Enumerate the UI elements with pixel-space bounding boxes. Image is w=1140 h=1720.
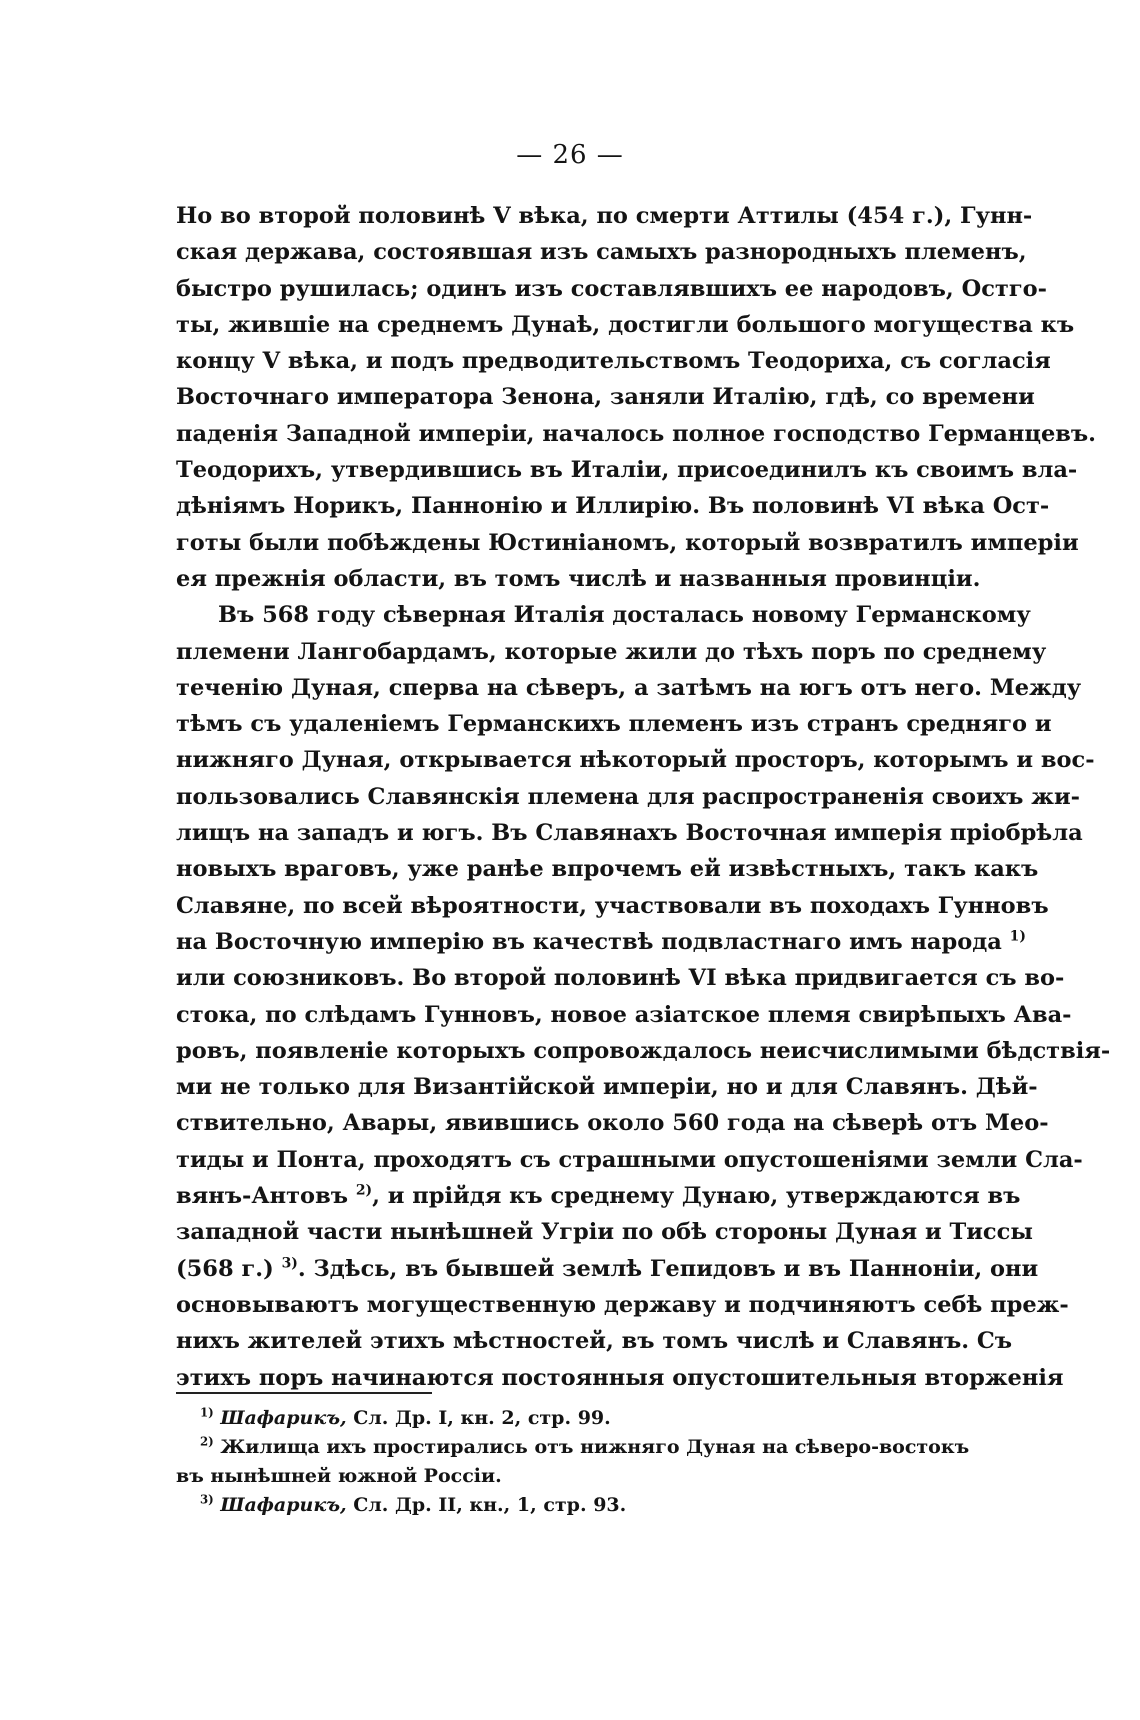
- text-line: ровъ, появленіе которыхъ сопровождалось неисчислимыми бѣдствія-: [176, 1037, 1111, 1064]
- text-line: концу V вѣка, и подъ предводительствомъ Теодориха, съ согласія: [176, 348, 1051, 375]
- text-line: западной части нынѣшней Угріи по обѣ стороны Дуная и Тиссы: [176, 1219, 1033, 1246]
- text-line: ты, жившіе на среднемъ Дунаѣ, достигли большого могущества къ: [176, 311, 1075, 338]
- text-segment: . Здѣсь, въ бывшей землѣ Гепидовъ и въ Панноніи, они: [297, 1255, 1039, 1282]
- footnote-mark: 2): [200, 1434, 214, 1449]
- text-line: теченію Дуная, сперва на сѣверъ, а затѣмъ на югъ отъ него. Между: [176, 674, 1082, 701]
- footnote-text: Сл. Др. I, кн. 2, стр. 99.: [346, 1407, 611, 1429]
- body-text: [176, 198, 1111, 1396]
- footnote-mark: 1): [200, 1405, 214, 1420]
- text-line: нижняго Дуная, открывается нѣкоторый просторъ, которымъ и вос-: [176, 747, 1095, 774]
- text-line: основываютъ могущественную державу и подчиняютъ себѣ преж-: [176, 1291, 1069, 1318]
- text-line: быстро рушилась; одинъ изъ составлявшихъ ее народовъ, Остго-: [176, 275, 1047, 302]
- text-line: Славяне, по всей вѣроятности, участвовали въ походахъ Гунновъ: [176, 892, 1049, 919]
- text-segment: (568 г.): [176, 1255, 274, 1282]
- footnote-ref-3: 3): [281, 1255, 298, 1272]
- footnote-2: [176, 1433, 970, 1462]
- footnote-author: Шафарикъ,: [220, 1494, 347, 1516]
- text-line: готы были побѣждены Юстиніаномъ, который возвратилъ имперіи: [176, 529, 1079, 556]
- footnote-3: [176, 1491, 966, 1520]
- text-line: ея прежнія области, въ томъ числѣ и названныя провинціи.: [176, 565, 981, 592]
- text-line: пользовались Славянскія племена для распространенія своихъ жи-: [176, 783, 1080, 810]
- text-line: новыхъ враговъ, уже ранѣе впрочемъ ей извѣстныхъ, такъ какъ: [176, 856, 1039, 883]
- text-line: этихъ поръ начинаются постоянныя опустошительныя вторженія: [176, 1364, 1064, 1391]
- text-line: лищъ на западъ и югъ. Въ Славянахъ Восточная имперія пріобрѣла: [176, 820, 1083, 847]
- text-line: племени Лангобардамъ, которые жили до тѣхъ поръ по среднему: [176, 638, 1047, 665]
- text-line: Въ 568 году сѣверная Италія досталась новому Германскому: [218, 602, 1031, 629]
- text-line: дѣніямъ Норикъ, Паннонію и Иллирію. Въ половинѣ VI вѣка Ост-: [176, 493, 1050, 520]
- footnote-text: Сл. Др. II, кн., 1, стр. 93.: [346, 1494, 627, 1516]
- text-line: Теодорихъ, утвердившись въ Италіи, присоединилъ къ своимъ вла-: [176, 457, 1078, 484]
- text-line: ствительно, Авары, явившись около 560 года на сѣверѣ отъ Мео-: [176, 1110, 1049, 1137]
- footnote-mark: 3): [200, 1492, 214, 1507]
- footnote-author: Шафарикъ,: [220, 1407, 347, 1429]
- text-line: Восточнаго императора Зенона, заняли Италію, гдѣ, со времени: [176, 384, 1035, 411]
- text-line: нихъ жителей этихъ мѣстностей, въ томъ числѣ и Славянъ. Съ: [176, 1328, 1013, 1355]
- text-line: ми не только для Византійской имперіи, но и для Славянъ. Дѣй-: [176, 1074, 1038, 1101]
- text-line: тиды и Понта, проходятъ съ страшными опустошеніями земли Сла-: [176, 1146, 1083, 1173]
- text-segment: вянъ-Антовъ: [176, 1183, 348, 1210]
- text-line: паденія Западной имперіи, началось полное господство Германцевъ.: [176, 420, 1096, 447]
- footnote-2-continuation: въ нынѣшней южной Россіи.: [176, 1465, 502, 1487]
- footnote-ref-1: 1): [1009, 928, 1026, 945]
- footnote-text: Жилища ихъ простирались отъ нижняго Дуная на сѣверо-востокъ: [213, 1436, 970, 1458]
- footnote-1: [176, 1404, 966, 1433]
- text-segment: на Восточную имперію въ качествѣ подвластнаго имъ народа: [176, 928, 1002, 955]
- page-number: — 26 —: [516, 140, 624, 170]
- text-line: стока, по слѣдамъ Гунновъ, новое азіатское племя свирѣпыхъ Ава-: [176, 1001, 1072, 1028]
- text-line: или союзниковъ. Во второй половинѣ VI вѣка придвигается съ во-: [176, 965, 1065, 992]
- text-line: [176, 924, 1026, 960]
- text-segment: , и прійдя къ среднему Дунаю, утверждаются въ: [372, 1183, 1021, 1210]
- footnote-ref-2: 2): [355, 1182, 373, 1199]
- footnote-divider: [176, 1392, 432, 1394]
- text-line: ская держава, состоявшая изъ самыхъ разнородныхъ племенъ,: [176, 239, 1027, 266]
- text-line: тѣмъ съ удаленіемъ Германскихъ племенъ изъ странъ средняго и: [176, 711, 1052, 738]
- text-line: [176, 1251, 1039, 1287]
- text-line: [176, 1178, 1021, 1214]
- text-line: Но во второй половинѣ V вѣка, по смерти Аттилы (454 г.), Гунн-: [176, 203, 1033, 229]
- footnotes: [176, 1404, 970, 1520]
